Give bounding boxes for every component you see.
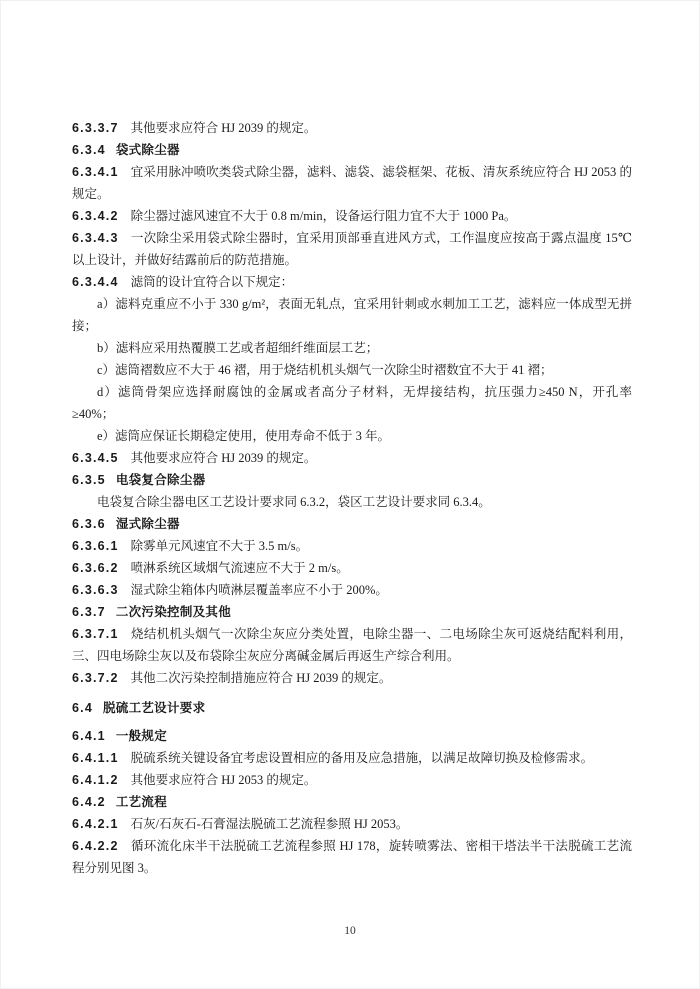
- list-item: [72, 381, 632, 425]
- clause-number: 6.3.4.3: [72, 231, 119, 245]
- clause-paragraph: [72, 205, 632, 227]
- clause-text: 烧结机机头烟气一次除尘灰应分类处置，电除尘器一、二电场除尘灰可返烧结配料利用，三、四电场除尘灰以及布袋除尘灰应分离碱金属后再返生产综合利用。: [72, 627, 632, 663]
- clause-heading: [72, 791, 632, 813]
- clause-text: 石灰/石灰石-石膏湿法脱硫工艺流程参照 HJ 2053。: [130, 817, 409, 831]
- clause-text: 除雾单元风速宜不大于 3.5 m/s。: [130, 539, 309, 553]
- clause-number: 6.3.7.1: [72, 627, 119, 641]
- clause-text: 电袋复合除尘器电区工艺设计要求同 6.3.2，袋区工艺设计要求同 6.3.4。: [97, 495, 491, 509]
- clause-text: c）滤筒褶数应不大于 46 褶，用于烧结机机头烟气一次除尘时褶数宜不大于 41 褶；: [97, 363, 553, 377]
- clause-number: 6.3.4: [72, 143, 106, 157]
- clause-paragraph: [72, 813, 632, 835]
- clause-text: 其他要求应符合 HJ 2039 的规定。: [130, 121, 317, 135]
- clause-text: 其他要求应符合 HJ 2053 的规定。: [130, 773, 317, 787]
- clause-number: 6.3.4.5: [72, 451, 119, 465]
- clause-paragraph: [72, 271, 632, 293]
- clause-number: 6.3.6.2: [72, 561, 119, 575]
- clause-number: 6.3.4.4: [72, 275, 119, 289]
- clause-number: 6.4.2.2: [72, 839, 119, 853]
- clause-text: 湿式除尘箱体内喷淋层覆盖率应不小于 200%。: [130, 583, 388, 597]
- clause-text: 脱硫系统关键设备宜考虑设置相应的备用及应急措施，以满足故障切换及检修需求。: [130, 751, 594, 765]
- clause-text: e）滤筒应保证长期稳定使用，使用寿命不低于 3 年。: [97, 429, 391, 443]
- clause-paragraph: [72, 579, 632, 601]
- list-item: [72, 359, 632, 381]
- clause-number: 6.3.6.1: [72, 539, 119, 553]
- clause-paragraph: [72, 769, 632, 791]
- clause-paragraph: [72, 447, 632, 469]
- clause-text: 喷淋系统区域烟气流速应不大于 2 m/s。: [130, 561, 349, 575]
- clause-number: 6.3.6: [72, 517, 106, 531]
- clause-text: 一次除尘采用袋式除尘器时，宜采用顶部垂直进风方式，工作温度应按高于露点温度 15℃以上设计，并做好结露前后的防范措施。: [72, 231, 632, 267]
- clause-number: 6.3.6.3: [72, 583, 119, 597]
- clause-number: 6.4.2: [72, 795, 106, 809]
- clause-paragraph: [72, 535, 632, 557]
- clause-text: a）滤料克重应不小于 330 g/m²，表面无轧点，宜采用针刺或水刺加工工艺，滤料应一体成型无拼接；: [72, 297, 632, 333]
- document-content: [72, 117, 632, 879]
- clause-number: 6.3.7: [72, 605, 106, 619]
- clause-text: 其他二次污染控制措施应符合 HJ 2039 的规定。: [130, 671, 392, 685]
- clause-paragraph: [72, 161, 632, 205]
- clause-text: 脱硫工艺设计要求: [102, 701, 206, 715]
- clause-paragraph: [72, 227, 632, 271]
- clause-heading: [72, 697, 632, 719]
- clause-heading: [72, 601, 632, 623]
- clause-number: 6.3.7.2: [72, 671, 119, 685]
- clause-number: 6.4.1.2: [72, 773, 119, 787]
- list-item: [72, 425, 632, 447]
- clause-paragraph: [72, 747, 632, 769]
- list-item: [72, 337, 632, 359]
- clause-paragraph: [72, 835, 632, 879]
- clause-number: 6.3.4.1: [72, 165, 119, 179]
- clause-number: 6.3.4.2: [72, 209, 119, 223]
- clause-text: 湿式除尘器: [115, 517, 180, 531]
- clause-text: 其他要求应符合 HJ 2039 的规定。: [130, 451, 317, 465]
- clause-heading: [72, 139, 632, 161]
- clause-text: d）滤筒骨架应选择耐腐蚀的金属或者高分子材料，无焊接结构，抗压强力≥450 N，开孔率≥40%；: [72, 385, 632, 421]
- clause-number: 6.4.1.1: [72, 751, 119, 765]
- clause-paragraph: [72, 117, 632, 139]
- clause-number: 6.4: [72, 701, 93, 715]
- clause-paragraph: [72, 623, 632, 667]
- clause-text: 除尘器过滤风速宜不大于 0.8 m/min，设备运行阻力宜不大于 1000 Pa。: [130, 209, 517, 223]
- clause-text: 工艺流程: [115, 795, 168, 809]
- clause-number: 6.4.1: [72, 729, 106, 743]
- list-item: [72, 293, 632, 337]
- clause-text: 二次污染控制及其他: [115, 605, 232, 619]
- clause-text: 循环流化床半干法脱硫工艺流程参照 HJ 178，旋转喷雾法、密相干塔法半干法脱硫工艺流程分别见图 3。: [72, 839, 632, 875]
- clause-paragraph: [72, 491, 632, 513]
- clause-paragraph: [72, 557, 632, 579]
- clause-heading: [72, 469, 632, 491]
- clause-text: 一般规定: [115, 729, 168, 743]
- clause-text: 滤筒的设计宜符合以下规定：: [130, 275, 294, 289]
- page-footer: [1, 925, 699, 937]
- clause-paragraph: [72, 667, 632, 689]
- clause-number: 6.4.2.1: [72, 817, 119, 831]
- clause-text: 电袋复合除尘器: [115, 473, 206, 487]
- clause-heading: [72, 513, 632, 535]
- clause-heading: [72, 725, 632, 747]
- clause-text: 袋式除尘器: [115, 143, 180, 157]
- clause-text: 宜采用脉冲喷吹类袋式除尘器，滤料、滤袋、滤袋框架、花板、清灰系统应符合 HJ 2053 的规定。: [72, 165, 632, 201]
- clause-number: 6.3.3.7: [72, 121, 119, 135]
- page-number: 10: [344, 925, 356, 937]
- clause-number: 6.3.5: [72, 473, 106, 487]
- clause-text: b）滤料应采用热覆膜工艺或者超细纤维面层工艺；: [97, 341, 379, 355]
